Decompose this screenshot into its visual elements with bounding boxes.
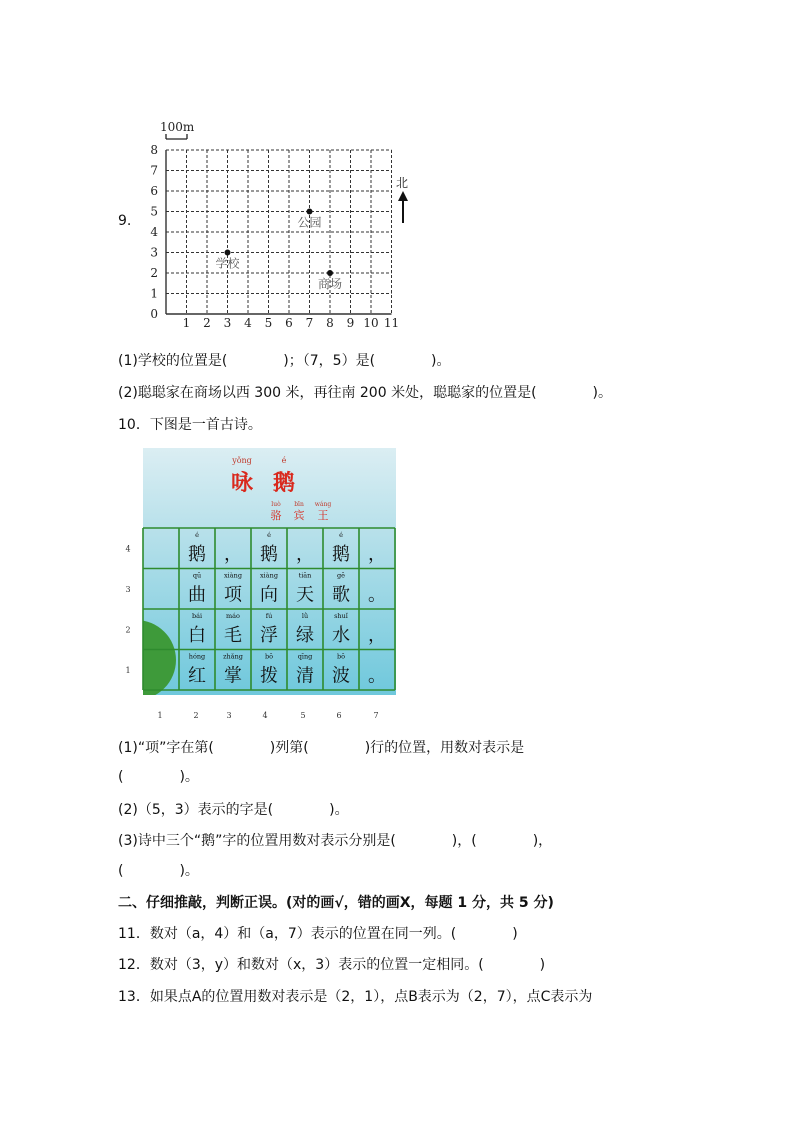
- poem-char: 鹅: [188, 544, 206, 565]
- x-tick-label: 8: [326, 316, 334, 330]
- scale-label: 100m: [160, 120, 195, 134]
- poem-pinyin: fú: [265, 612, 273, 620]
- author-pinyin: luò: [271, 501, 281, 508]
- north-arrow-icon: [398, 191, 408, 223]
- poem-char: 鹅: [332, 544, 350, 565]
- poem-char: 波: [332, 665, 350, 687]
- x-tick-label: 7: [305, 316, 314, 330]
- poem-x-tick: 7: [373, 711, 379, 720]
- x-tick-label: 4: [244, 316, 252, 330]
- poem-char: ，: [368, 625, 386, 646]
- title-char: 鹅: [272, 470, 296, 496]
- y-tick-label: 0: [150, 307, 158, 321]
- poem-char: 拨: [260, 665, 278, 687]
- poem-pinyin: hóng: [188, 652, 206, 661]
- poem-x-tick: 4: [262, 711, 268, 720]
- question-9-number: 9.: [118, 213, 132, 229]
- poem-char: 。: [368, 665, 386, 687]
- author-pinyin: wáng: [314, 501, 332, 508]
- poem-char: 水: [332, 625, 350, 646]
- poem-pinyin: é: [339, 531, 343, 539]
- y-tick-label: 2: [150, 266, 158, 280]
- q10-sub1a: (1)“项”字在第( )列第( )行的位置，用数对表示是: [118, 740, 525, 756]
- poem-y-tick: 4: [125, 544, 131, 554]
- poem-char: ，: [224, 544, 242, 565]
- poem-pinyin: tiān: [298, 571, 312, 580]
- north-label: 北: [396, 176, 409, 190]
- poem-pinyin: xiàng: [224, 571, 242, 580]
- x-tick-label: 2: [203, 316, 211, 330]
- author-pinyin: bīn: [294, 501, 304, 508]
- poem-x-tick: 2: [193, 711, 199, 720]
- poem-char: 浮: [260, 625, 278, 646]
- q10-intro: 10．下图是一首古诗。: [118, 417, 262, 433]
- title-pinyin: é: [281, 456, 287, 465]
- poem-char: 歌: [332, 584, 350, 606]
- q10-sub3b: ( )。: [118, 863, 199, 879]
- poem-char: 红: [188, 665, 206, 687]
- y-tick-label: 1: [150, 286, 158, 301]
- location-points: [216, 209, 343, 292]
- question-13: 13．如果点A的位置用数对表示是（2，1），点B表示为（2，7），点C表示为: [118, 989, 593, 1005]
- poem-pinyin: é: [195, 531, 199, 539]
- x-tick-label: 10: [363, 316, 379, 330]
- location-point: [225, 250, 231, 256]
- poem-char: 毛: [224, 625, 242, 646]
- poem-char: 清: [296, 665, 314, 687]
- poem-pinyin: bō: [264, 652, 274, 661]
- poem-x-ticks: [157, 711, 378, 720]
- poem-grid-image: [118, 448, 408, 726]
- y-axis-ticks: [150, 143, 158, 321]
- q9-sub1: (1)学校的位置是( )；（7，5）是( )。: [118, 353, 451, 369]
- question-11: 11．数对（a，4）和（a，7）表示的位置在同一列。( ): [118, 926, 518, 942]
- y-tick-label: 6: [150, 184, 158, 198]
- location-label: 商场: [318, 277, 343, 291]
- y-tick-label: 7: [150, 163, 158, 178]
- poem-pinyin: bái: [191, 612, 203, 620]
- poem-pinyin: zhǎng: [223, 652, 243, 661]
- q9-sub2: (2)聪聪家在商场以西 300 米，再往南 200 米处，聪聪家的位置是( )。: [118, 385, 612, 401]
- q10-sub3a: (3)诗中三个“鹅”字的位置用数对表示分别是( )，( )，: [118, 833, 553, 849]
- poem-pinyin: máo: [226, 612, 240, 620]
- location-point: [327, 270, 333, 276]
- poem-y-tick: 2: [125, 625, 131, 635]
- q9-coordinate-grid: [140, 115, 430, 335]
- poem-pinyin: lǜ: [301, 612, 309, 620]
- poem-char: 掌: [224, 665, 242, 687]
- poem-char: 项: [224, 584, 242, 606]
- y-tick-label: 4: [150, 225, 158, 239]
- poem-char: ，: [296, 544, 314, 565]
- y-tick-label: 5: [150, 204, 158, 219]
- title-pinyin: yǒng: [232, 456, 252, 465]
- x-tick-label: 9: [346, 316, 355, 330]
- x-tick-label: 3: [223, 316, 232, 330]
- poem-pinyin: qīng: [297, 652, 313, 661]
- location-point: [307, 209, 313, 215]
- poem-y-ticks: [125, 544, 130, 675]
- poem-pinyin: xiàng: [260, 571, 278, 580]
- poem-char: 曲: [188, 584, 206, 606]
- poem-char: 天: [296, 584, 314, 606]
- poem-x-tick: 6: [336, 711, 342, 720]
- location-label: 公园: [297, 215, 322, 230]
- x-tick-label: 6: [285, 316, 293, 330]
- x-tick-label: 11: [383, 316, 400, 330]
- poem-char: 。: [368, 584, 386, 606]
- y-tick-label: 8: [150, 143, 158, 157]
- q10-sub2: (2)（5，3）表示的字是( )。: [118, 802, 349, 818]
- poem-pinyin: qū: [192, 571, 202, 580]
- poem-y-tick: 3: [125, 584, 131, 594]
- poem-x-tick: 3: [226, 711, 232, 720]
- poem-char: ，: [368, 544, 386, 565]
- poem-pinyin: gē: [336, 571, 346, 580]
- poem-char: 白: [188, 625, 206, 646]
- q10-sub1b: ( )。: [118, 769, 199, 785]
- question-12: 12．数对（3，y）和数对（x，3）表示的位置一定相同。( ): [118, 957, 546, 973]
- poem-y-tick: 1: [125, 665, 131, 675]
- poem-x-tick: 1: [157, 711, 163, 720]
- x-tick-label: 1: [182, 316, 191, 330]
- scale-bracket: [166, 134, 187, 139]
- poem-char: 绿: [296, 625, 314, 646]
- section2-heading: 二、仔细推敲，判断正误。(对的画√，错的画X，每题 1 分，共 5 分): [118, 895, 554, 911]
- x-axis-ticks: [183, 316, 399, 330]
- author-char: 骆: [270, 509, 282, 522]
- poem-char: 鹅: [260, 544, 278, 565]
- poem-x-tick: 5: [300, 711, 306, 720]
- x-tick-label: 5: [264, 316, 273, 330]
- poem-pinyin: shuǐ: [334, 612, 348, 620]
- poem-author: [271, 501, 332, 522]
- author-char: 宾: [293, 509, 305, 522]
- location-label: 学校: [215, 256, 240, 271]
- poem-pinyin: bō: [336, 652, 346, 661]
- poem-pinyin: é: [267, 531, 271, 539]
- poem-char: 向: [260, 584, 278, 606]
- grid-lines: [166, 150, 392, 314]
- author-char: 王: [317, 509, 329, 522]
- y-tick-label: 3: [150, 245, 158, 260]
- title-char: 咏: [230, 470, 254, 496]
